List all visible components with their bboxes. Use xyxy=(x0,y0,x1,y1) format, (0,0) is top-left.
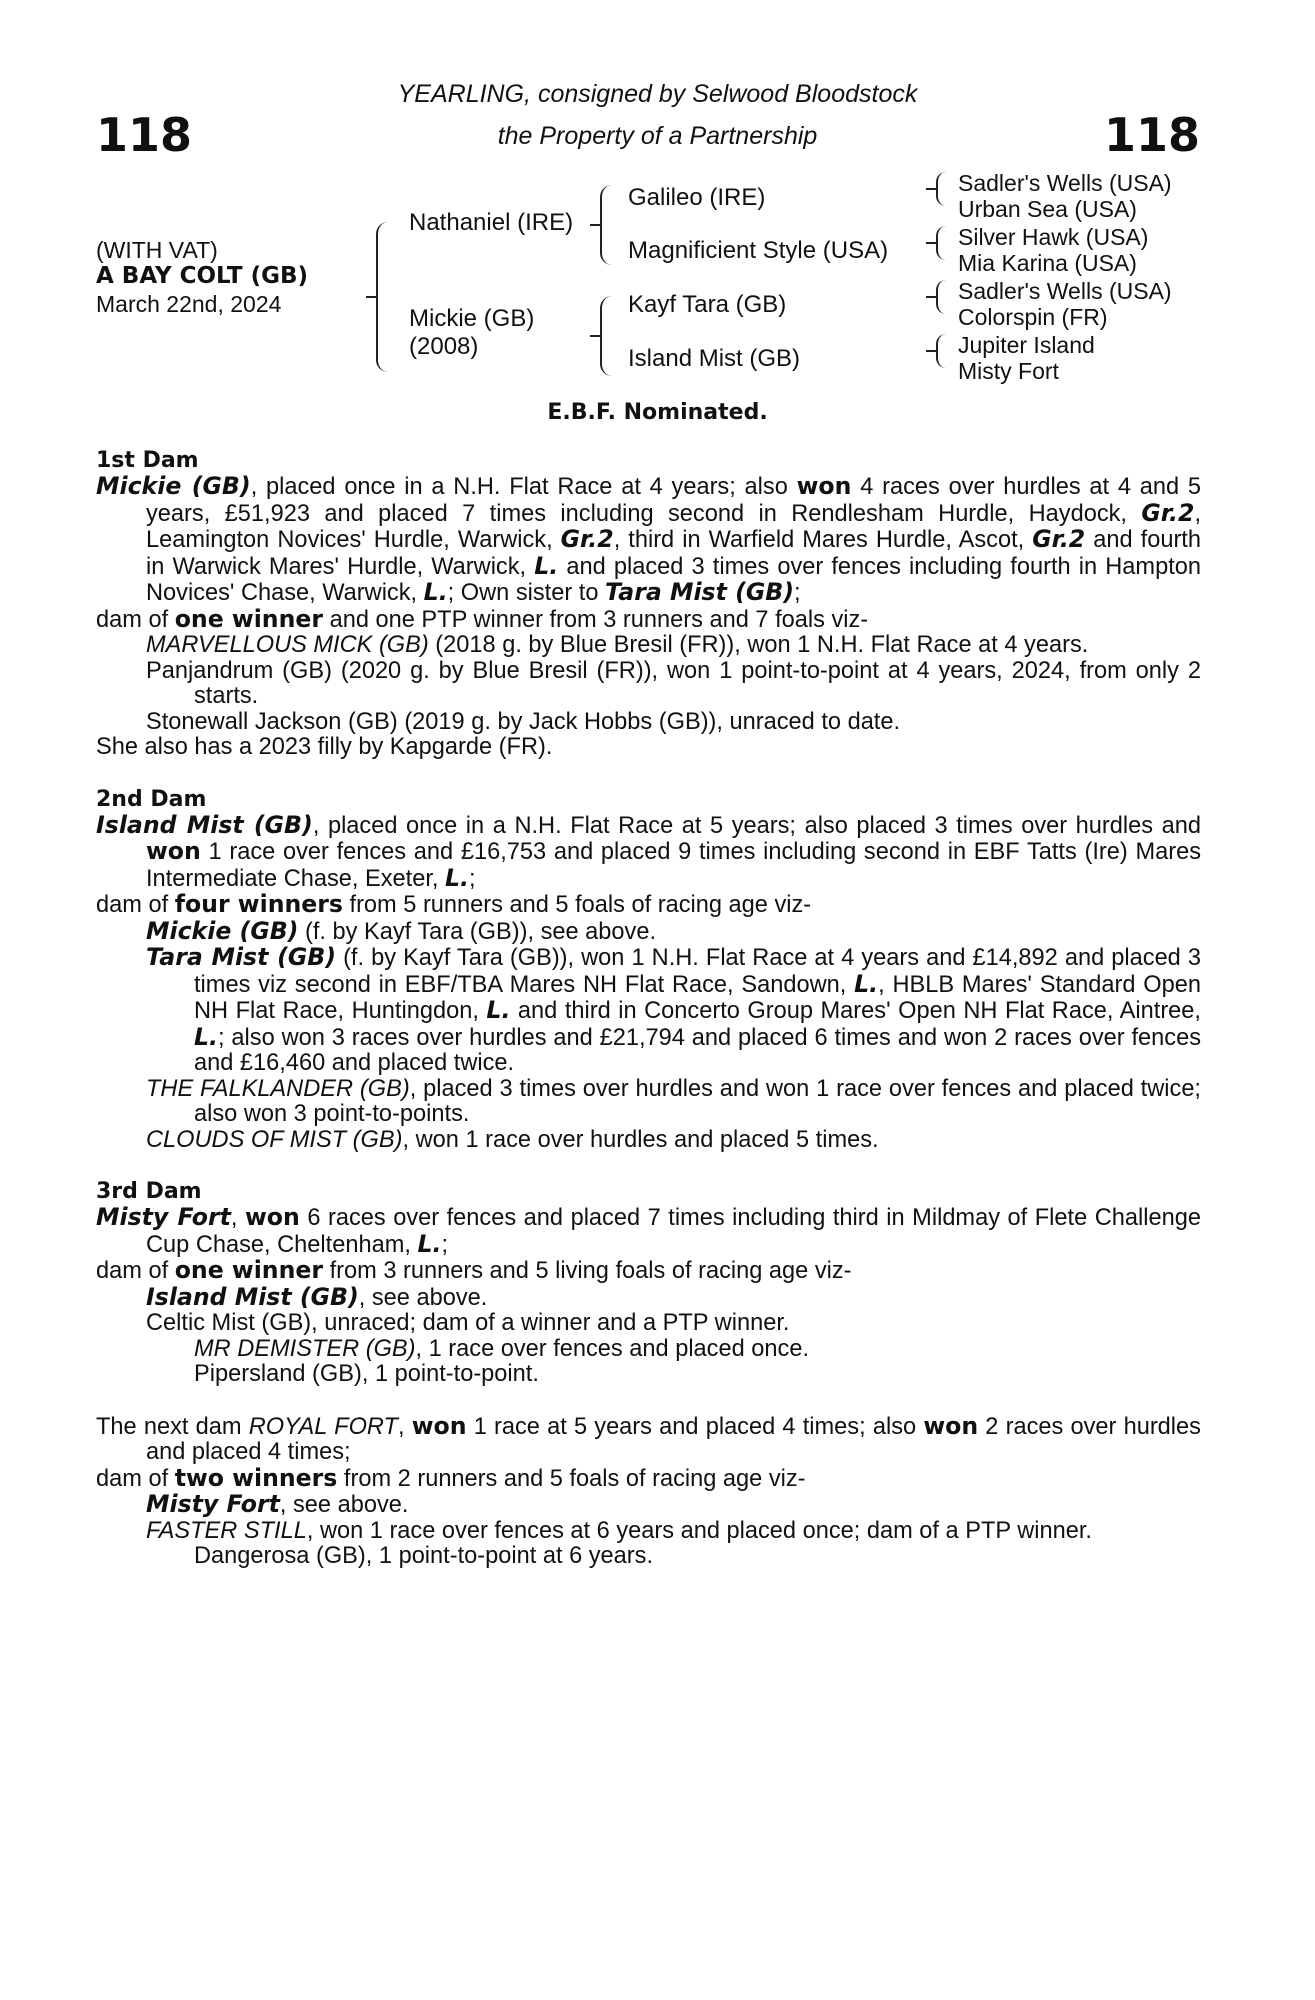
produce-name: MARVELLOUS MICK (GB) xyxy=(146,632,429,658)
next-dam-record xyxy=(96,1411,1201,1466)
lot-number-right: 118 xyxy=(1103,108,1200,162)
pedigree-brace-gen1 xyxy=(376,222,388,372)
produce-text: , see above. xyxy=(279,1492,409,1518)
produce-name: Tara Mist (GB) xyxy=(146,943,337,971)
pedigree-brace-gg4 xyxy=(936,334,946,368)
record-text: , xyxy=(230,1205,245,1231)
record-text: and placed 3 times over fences including fourth in Hampton Novices' Chase, Warwick, xyxy=(146,553,1201,606)
dam-name: ROYAL FORT xyxy=(248,1413,398,1440)
summary-text: from 5 runners and 5 foals of racing age viz- xyxy=(342,892,812,918)
pedigree-sire: Nathaniel (IRE) xyxy=(409,209,574,236)
dam-name: Island Mist (GB) xyxy=(96,810,313,839)
summary-text: dam of xyxy=(96,892,175,918)
pedigree-dam: Mickie (GB) xyxy=(409,305,535,332)
produce-text: (f. by Kayf Tara (GB)), see above. xyxy=(298,918,657,945)
record-text: ; xyxy=(794,580,801,606)
dam-name: Mickie (GB) xyxy=(96,472,251,500)
pedigree-gg-4: Mia Karina (USA) xyxy=(958,250,1137,276)
summary-text: from 2 runners and 5 foals of racing age viz- xyxy=(337,1465,806,1492)
produce-text: (f. by Kayf Tara (GB)), won 1 N.H. Flat Race at 4 years and £14,892 and placed 3 times viz second in EBF/TBA Mares NH Flat Race, Sandown, xyxy=(194,945,1201,998)
listed-label: L. xyxy=(194,1022,218,1051)
next-dam-produce-summary xyxy=(96,1463,1201,1493)
pedigree-gg-5: Sadler's Wells (USA) xyxy=(958,278,1172,304)
winners-count: one winner xyxy=(174,1256,324,1284)
produce-entry: Celtic Mist (GB), unraced; dam of a winner and a PTP winner. xyxy=(146,1310,790,1336)
summary-text: dam of xyxy=(96,1258,175,1284)
sister-name: Tara Mist (GB) xyxy=(605,578,795,606)
grade-label: Gr.2 xyxy=(1141,498,1195,527)
produce-subentry: Pipersland (GB), 1 point-to-point. xyxy=(194,1361,539,1387)
record-text: 2 races over hurdles and placed 4 times; xyxy=(146,1413,1201,1465)
pedigree-gg-8: Misty Fort xyxy=(958,358,1059,384)
produce-entry xyxy=(96,1282,1201,1312)
winners-count: two winners xyxy=(174,1463,338,1492)
summary-text: dam of xyxy=(96,606,175,633)
winners-count: one winner xyxy=(174,604,324,633)
listed-label: L. xyxy=(854,969,879,998)
pedigree-brace-sire xyxy=(600,185,612,265)
section-heading-3rd-dam: 3rd Dam xyxy=(96,1179,202,1204)
won-label: won xyxy=(923,1411,979,1440)
produce-text: (2018 g. by Blue Bresil (FR)), won 1 N.H. Flat Race at 4 years. xyxy=(428,632,1089,658)
produce-text: , 1 race over fences and placed once. xyxy=(415,1335,809,1362)
produce-subentry xyxy=(96,1337,1201,1363)
foaling-date: March 22nd, 2024 xyxy=(96,291,282,317)
section-heading-2nd-dam: 2nd Dam xyxy=(96,786,207,812)
grade-label: Gr.2 xyxy=(1032,525,1086,553)
won-label: won xyxy=(411,1411,467,1440)
first-dam-record xyxy=(96,474,1201,607)
record-text: 6 races over fences and placed 7 times including third in Mildmay of Flete Challenge Cup Chase, Cheltenham, xyxy=(146,1205,1201,1258)
produce-name: Island Mist (GB) xyxy=(146,1282,359,1311)
produce-name: CLOUDS OF MIST (GB) xyxy=(146,1126,403,1153)
record-text: 1 race at 5 years and placed 4 times; also xyxy=(466,1413,924,1440)
lot-number-left: 118 xyxy=(96,108,193,162)
listed-label: L. xyxy=(486,996,511,1024)
pedigree-dam-sire: Kayf Tara (GB) xyxy=(628,291,787,318)
produce-entry xyxy=(96,1077,1201,1128)
produce-name: MR DEMISTER (GB) xyxy=(194,1335,416,1362)
listed-label: L. xyxy=(417,1229,442,1258)
pedigree-sire-dam: Magnificient Style (USA) xyxy=(628,237,889,264)
record-text: ; Own sister to xyxy=(447,580,605,606)
first-dam-also: She also has a 2023 filly by Kapgarde (FR). xyxy=(96,734,553,760)
produce-name: Misty Fort xyxy=(146,1490,280,1518)
pedigree-brace-dam xyxy=(600,296,612,376)
record-text: and fourth in Warwick Mares' Hurdle, Warwick, xyxy=(146,527,1201,580)
produce-text: , HBLB Mares' Standard Open NH Flat Race, Huntingdon, xyxy=(194,971,1201,1024)
pedigree-sire-sire: Galileo (IRE) xyxy=(628,184,766,211)
consignor-line: YEARLING, consigned by Selwood Bloodstock xyxy=(397,80,918,108)
listed-label: L. xyxy=(423,578,448,606)
produce-text: ; also won 3 races over hurdles and £21,794 and placed 6 times and won 2 races over fences and £16,460 and placed twice. xyxy=(194,1024,1201,1076)
pedigree-dam-dam: Island Mist (GB) xyxy=(628,345,801,372)
produce-text: , won 1 race over hurdles and placed 5 times. xyxy=(402,1126,879,1153)
pedigree-brace-gg3 xyxy=(936,280,946,314)
record-text: , Leamington Novices' Hurdle, Warwick, xyxy=(146,500,1201,553)
produce-text: , won 1 race over fences at 6 years and placed once; dam of a PTP winner. xyxy=(306,1517,1092,1544)
record-text: 4 races over hurdles at 4 and 5 years, £51,923 and placed 7 times including second in Rendlesham Hurdle, Haydock, xyxy=(146,474,1201,527)
record-text: ; xyxy=(441,1231,449,1258)
produce-entry xyxy=(96,1128,1201,1154)
produce-entry xyxy=(96,945,1201,1077)
winners-count: four winners xyxy=(174,890,343,918)
produce-name: THE FALKLANDER (GB) xyxy=(146,1075,410,1102)
summary-text: and one PTP winner from 3 runners and 7 foals viz- xyxy=(323,606,869,633)
produce-entry xyxy=(96,916,1201,946)
ebf-nomination: E.B.F. Nominated. xyxy=(547,400,768,425)
produce-subentry: Dangerosa (GB), 1 point-to-point at 6 years. xyxy=(194,1543,653,1569)
second-dam-record xyxy=(96,810,1201,893)
vat-note: (WITH VAT) xyxy=(96,237,218,263)
produce-entry xyxy=(96,1492,1201,1519)
produce-text: and third in Concerto Group Mares' Open NH Flat Race, Aintree, xyxy=(510,998,1201,1024)
produce-name: Mickie (GB) xyxy=(146,916,299,945)
pedigree-brace-gg2 xyxy=(936,226,946,260)
catalogue-body xyxy=(96,448,1201,1570)
record-text: , placed once in a N.H. Flat Race at 5 years; also placed 3 times over hurdles and xyxy=(312,812,1201,839)
summary-text: dam of xyxy=(96,1465,175,1492)
produce-name: FASTER STILL xyxy=(146,1517,307,1544)
property-line: the Property of a Partnership xyxy=(497,122,818,150)
pedigree-gg-3: Silver Hawk (USA) xyxy=(958,224,1149,250)
pedigree-gg-1: Sadler's Wells (USA) xyxy=(958,170,1172,196)
produce-text: , placed 3 times over hurdles and won 1 race over fences and placed twice; also won 3 point-to-points. xyxy=(194,1075,1201,1127)
produce-text: , see above. xyxy=(358,1284,488,1311)
record-text: , third in Warfield Mares Hurdle, Ascot, xyxy=(613,527,1033,553)
third-dam-record xyxy=(96,1205,1201,1258)
record-text: , xyxy=(397,1413,412,1440)
record-text: ; xyxy=(469,865,476,892)
won-label: won xyxy=(796,472,852,500)
section-heading-1st-dam: 1st Dam xyxy=(96,448,199,473)
won-label: won xyxy=(146,837,201,865)
summary-text: from 3 runners and 5 living foals of racing age viz- xyxy=(323,1258,852,1284)
listed-label: L. xyxy=(445,863,470,892)
produce-entry xyxy=(96,1519,1201,1545)
produce-entry: Panjandrum (GB) (2020 g. by Blue Bresil (FR)), won 1 point-to-point at 4 years, 2024, from only 2 starts. xyxy=(146,657,1201,709)
record-text: The next dam xyxy=(96,1413,249,1440)
listed-label: L. xyxy=(534,551,559,580)
record-text: , placed once in a N.H. Flat Race at 4 years; also xyxy=(250,474,797,500)
dam-name: Misty Fort xyxy=(96,1203,231,1231)
horse-name: A BAY COLT (GB) xyxy=(96,263,309,289)
second-dam-produce-summary xyxy=(96,892,1201,919)
grade-label: Gr.2 xyxy=(560,525,614,553)
pedigree-brace-gg1 xyxy=(936,172,946,206)
pedigree-gg-2: Urban Sea (USA) xyxy=(958,196,1137,222)
won-label: won xyxy=(244,1203,300,1231)
pedigree-gg-6: Colorspin (FR) xyxy=(958,304,1108,330)
record-text: 1 race over fences and £16,753 and placed 9 times including second in EBF Tatts (Ire) Mares Intermediate Chase, Exeter, xyxy=(146,839,1201,892)
pedigree-dam-year: (2008) xyxy=(409,333,479,360)
third-dam-produce-summary xyxy=(96,1258,1201,1285)
produce-entry: Stonewall Jackson (GB) (2019 g. by Jack Hobbs (GB)), unraced to date. xyxy=(146,708,901,735)
produce-entry xyxy=(96,633,1201,659)
first-dam-produce-summary xyxy=(96,604,1201,634)
pedigree-gg-7: Jupiter Island xyxy=(958,332,1095,358)
